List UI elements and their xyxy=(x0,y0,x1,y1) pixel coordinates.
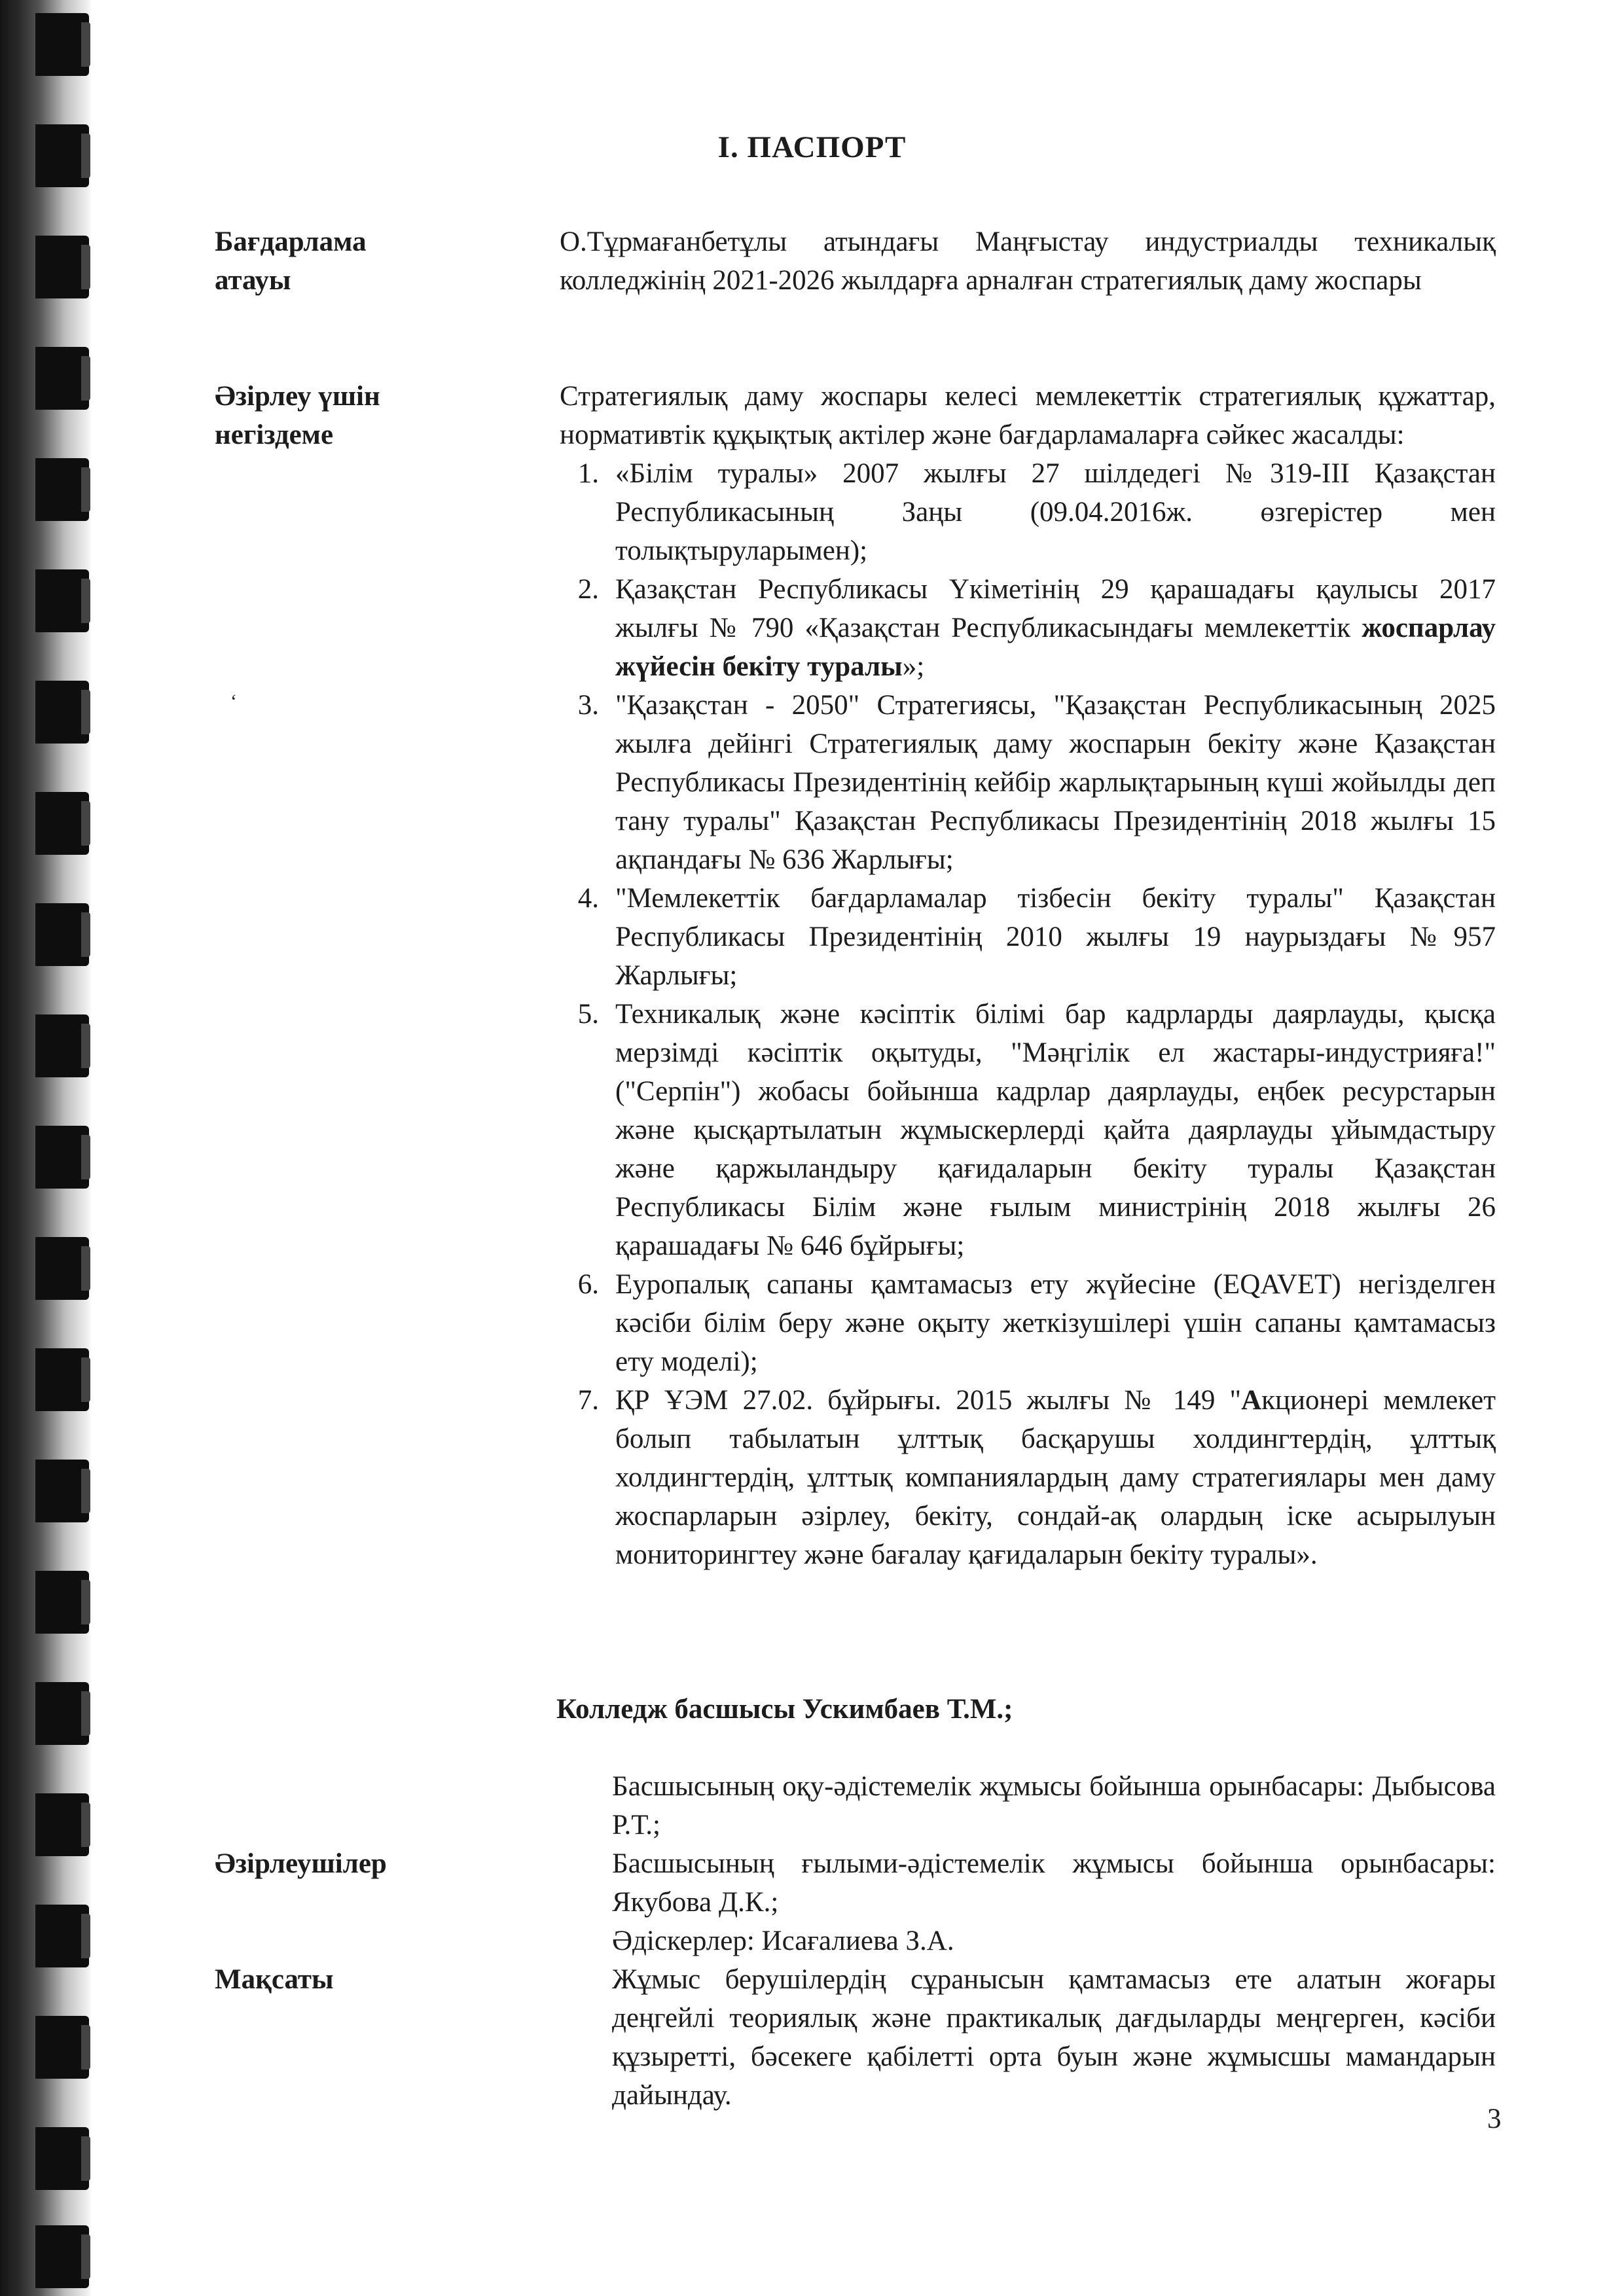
list-item: 7. ҚР ҰЭМ 27.02. бұйрығы. 2015 жылғы № 149 "Акционері мемлекет болып табылатын ұлттық басқарушы холдингтердің, ұлттық холдингтердің, ұлттық компаниялардың даму стратегиялары мен даму жоспарларын әзірлеу, бекіту, сондай-ақ олардың іске асырылуын мониторингтеу және бағалау қағидаларын бекіту туралы». xyxy=(577,1385,1496,1570)
purpose-text: Жұмыс берушілердің сұранысын қамтамасыз ете алатын жоғары деңгейлі теориялық және практикалық дағдыларды меңгерген, кәсіби құзыретті, бәсекеге қабілетті орта буын және жұмысшы мамандарын дайындау. xyxy=(612,1964,1496,2111)
binding-hole xyxy=(35,458,89,521)
list-item: 4. "Мемлекеттік бағдарламалар тізбесін бекіту туралы" Қазақстан Республикасы Президентінің 2010 жылғы 19 наурыздағы №957 Жарлығы; xyxy=(577,883,1496,991)
binding-hole xyxy=(35,2127,89,2190)
purpose-label: Мақсаты xyxy=(215,1964,334,1995)
legal-acts-list xyxy=(560,454,1496,1574)
page-number: 3 xyxy=(1487,2104,1502,2134)
binding-hole xyxy=(35,1126,89,1189)
binding-hole xyxy=(35,347,89,410)
developers-section xyxy=(612,1767,1496,1960)
binding-hole xyxy=(35,1571,89,1634)
binding-hole xyxy=(35,1348,89,1411)
list-item: 5. Техникалық және кәсіптік білімі бар кадрларды даярлауды, қысқа мерзімді кәсіптік оқытуды, "Мәңгілік ел жастары-индустрияға!" ("Серпін") жобасы бойынша кадрлар даярлауды, еңбек ресурстарын және қысқартылатын жұмыскерлерді қайта даярлауды ұйымдастыру және қаржыландыру қағидаларын бекіту туралы Қазақстан Республикасы Білім және ғылым министрінің 2018 жылғы 26 қарашадағы № 646 бұйрығы; xyxy=(577,999,1496,1261)
spiral-binding xyxy=(0,0,92,2296)
binding-hole xyxy=(35,792,89,855)
stray-mark: ‘ xyxy=(230,691,237,712)
binding-hole xyxy=(35,1014,89,1077)
binding-hole xyxy=(35,1793,89,1856)
list-item: 3. "Қазақстан - 2050" Стратегиясы, "Қазақстан Республикасының 2025 жылға дейінгі Стратегиялық даму жоспарын бекіту және Қазақстан Республикасы Президентінің кейбір жарлықтарының күші жойылды деп тану туралы" Қазақстан Республикасы Президентінің 2018 жылғы 15 ақпандағы № 636 Жарлығы; xyxy=(577,690,1496,875)
binding-hole xyxy=(35,236,89,298)
binding-hole xyxy=(35,2225,89,2288)
developers-label: Әзірлеушілер xyxy=(215,1848,387,1879)
binding-hole xyxy=(35,681,89,744)
director-line: Колледж басшысы Ускимбаев Т.М.; xyxy=(556,1694,1013,1725)
binding-hole xyxy=(35,2016,89,2079)
developer-line: Басшысының оқу-әдістемелік жұмысы бойынша орынбасары: Дыбысова Р.Т.; xyxy=(612,1771,1496,1840)
basis-intro: Стратегиялық даму жоспары келесі мемлекеттік стратегиялық құжаттар, нормативтік құқықтық актілер және бағдарламаларға сәйкес жасалды: xyxy=(560,381,1496,450)
list-item: 2. Қазақстан Республикасы Үкіметінің 29 қарашадағы қаулысы 2017 жылғы № 790 «Қазақстан Республикасындағы мемлекеттік жоспарлау жүйесін бекіту туралы»; xyxy=(577,574,1496,682)
program-name-text: О.Тұрмағанбетұлы атындағы Маңғыстау индустриалды техникалық колледжінің 2021-2026 жылдарға арналған стратегиялық даму жоспары xyxy=(560,226,1496,296)
basis-section xyxy=(560,377,1496,1574)
list-item: 6. Еуропалық сапаны қамтамасыз ету жүйесіне (EQAVET) негізделген кәсіби білім беру және оқыту жеткізушілері үшін сапаны қамтамасыз ету моделі); xyxy=(577,1269,1496,1377)
developer-line: Басшысының ғылыми-әдістемелік жұмысы бойынша орынбасары: Якубова Д.К.; xyxy=(612,1848,1496,1918)
binding-hole xyxy=(35,13,89,76)
binding-hole xyxy=(35,1237,89,1300)
program-name-label: Бағдарлама атауы xyxy=(215,226,367,296)
binding-hole xyxy=(35,1905,89,1967)
binding-hole xyxy=(35,1682,89,1745)
list-item: 1. «Білім туралы» 2007 жылғы 27 шілдедегі №319-III Қазақстан Республикасының Заңы (09.04.2016ж. өзгерістер мен толықтыруларымен); xyxy=(577,458,1496,566)
developer-line: Әдіскерлер: Исағалиева З.А. xyxy=(612,1926,954,1956)
basis-label: Әзірлеу үшін негіздеме xyxy=(215,381,380,450)
page-title: I. ПАСПОРТ xyxy=(717,130,907,164)
binding-hole xyxy=(35,1460,89,1522)
binding-hole xyxy=(35,569,89,632)
binding-hole xyxy=(35,903,89,966)
